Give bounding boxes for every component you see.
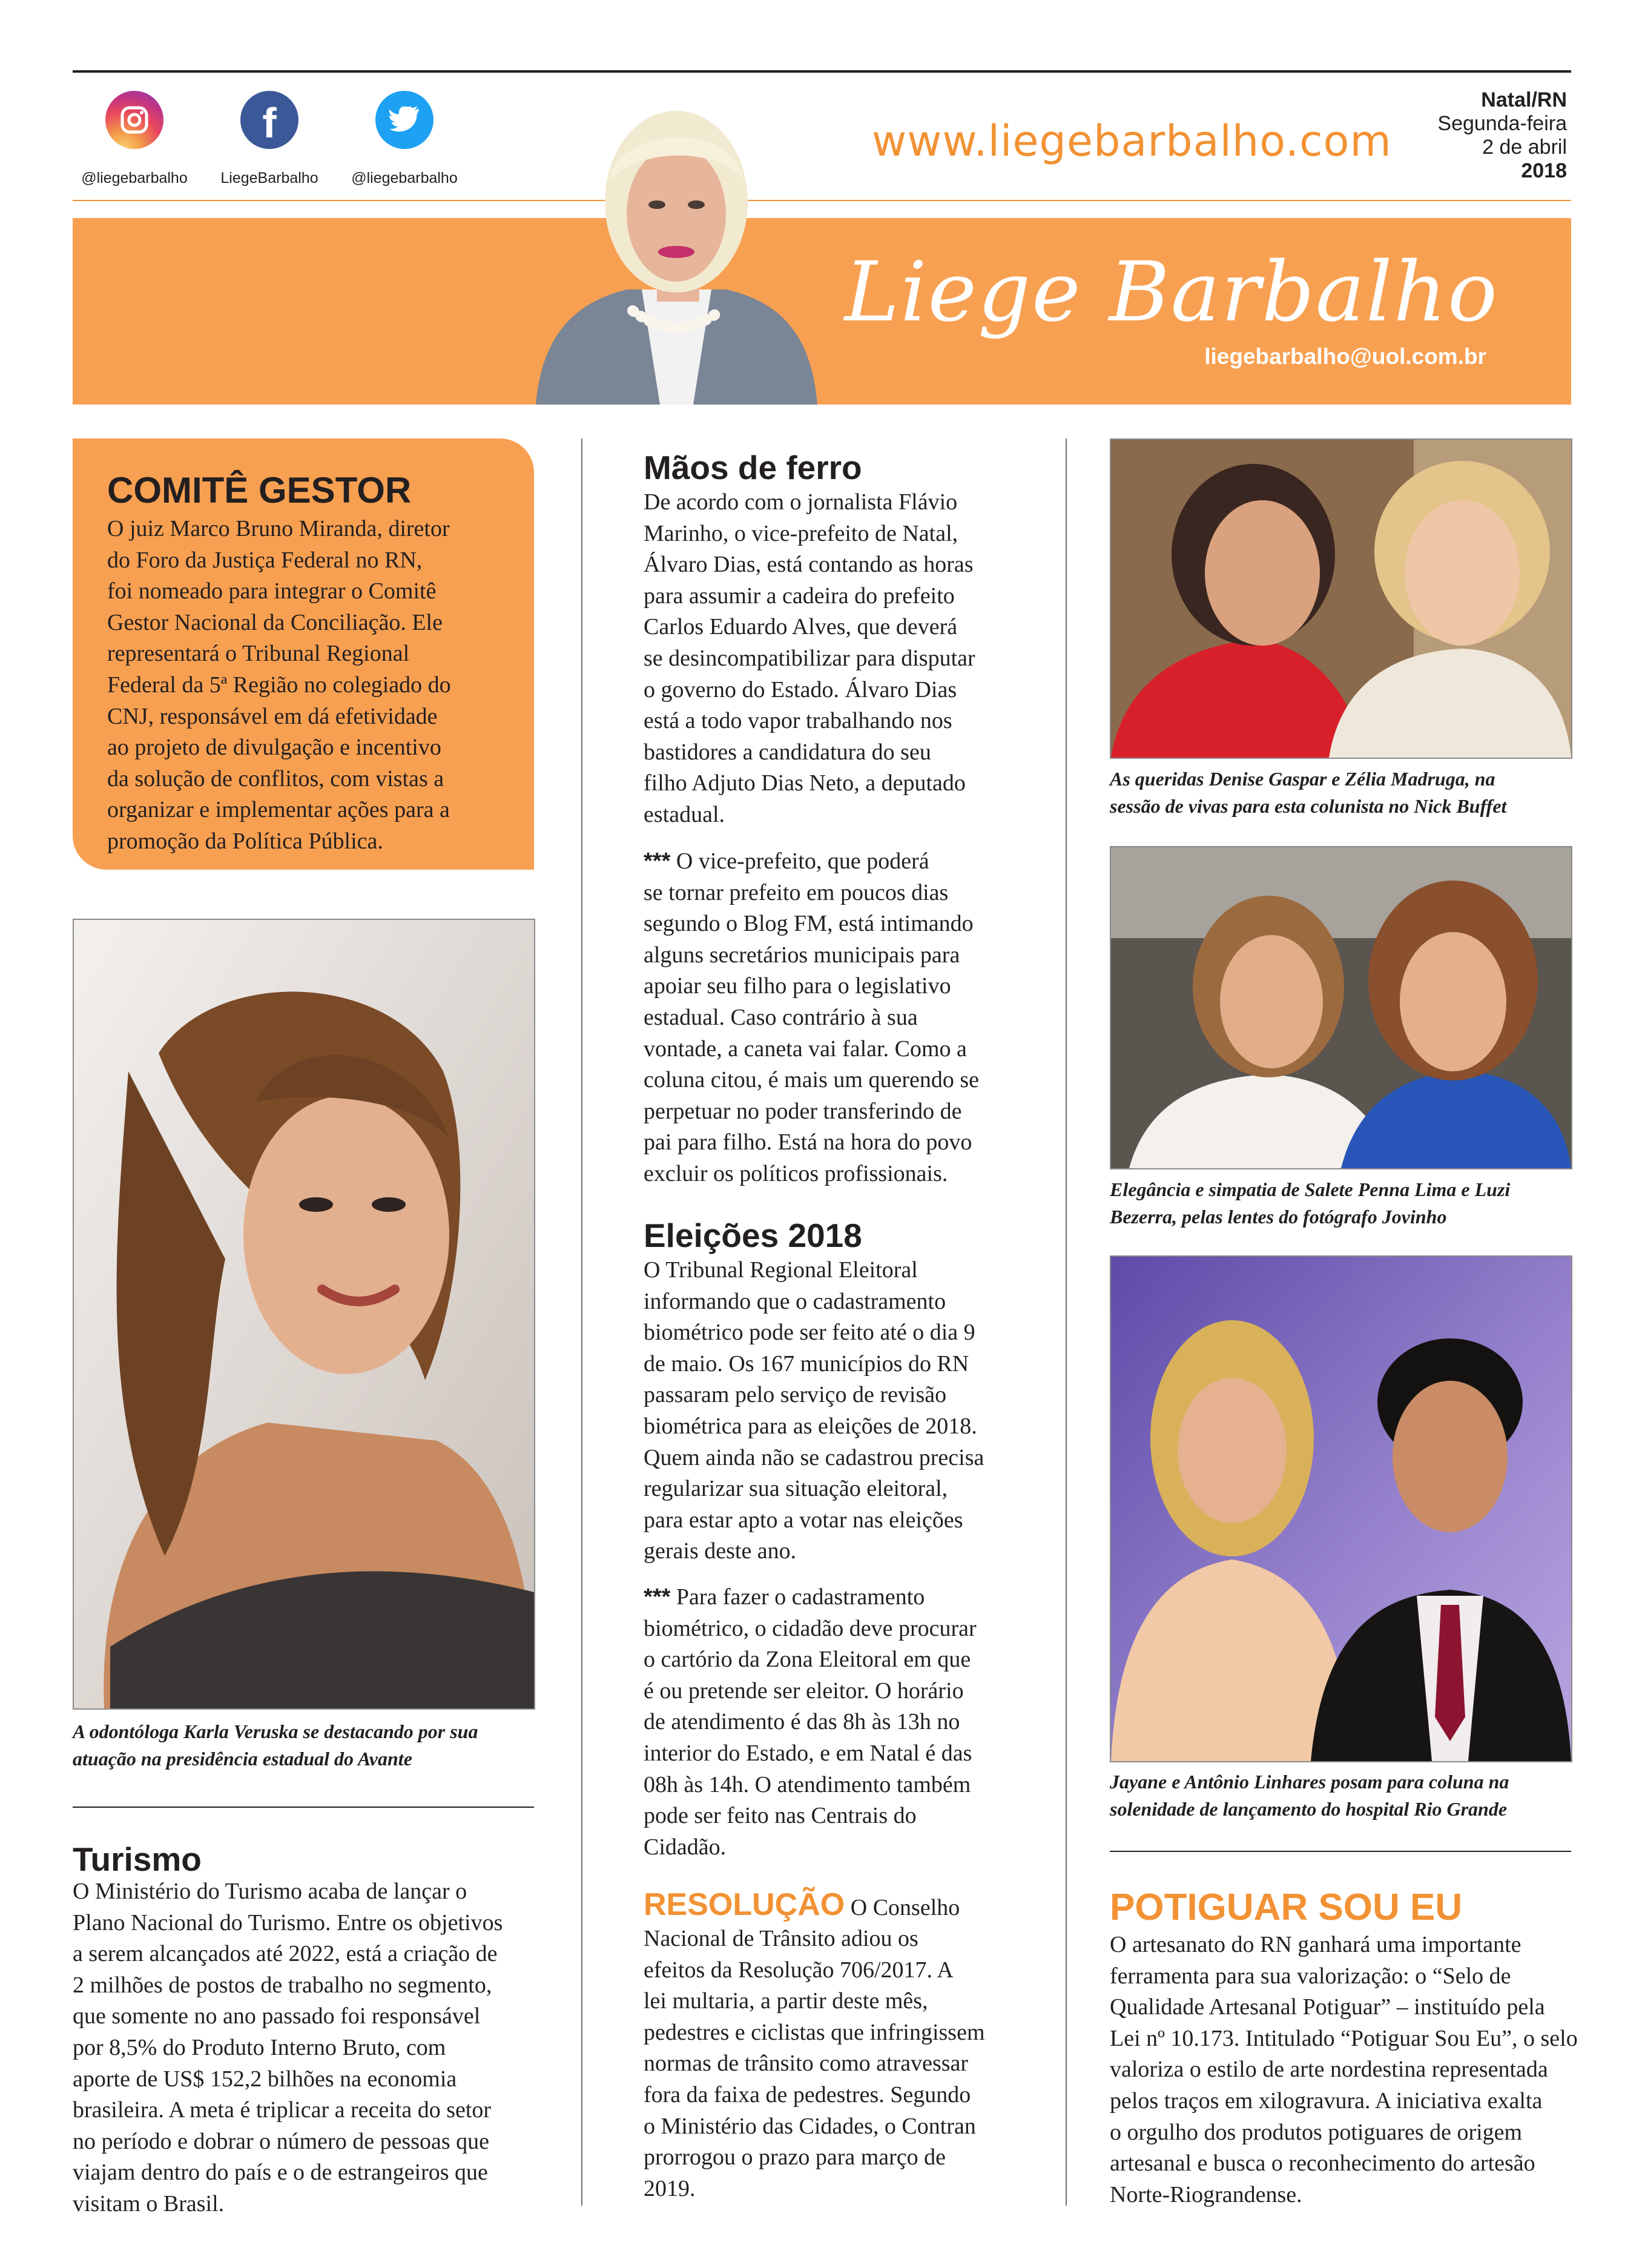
maos-text: De acordo com o jornalista Flávio Marinho, o vice-prefeito de Natal, Álvaro Dias, está contando as horas para assumir a cadeira do prefeito Carlos Eduardo Alves, que deverá se desincompatibilizar para disputar o governo do Estado. Álvaro Dias está a todo vapor trabalhando nos bastidores a candidatura do seu filho Adjuto Dias Neto, a deputado estadual.	[644, 489, 975, 827]
eleicoes-stars: ***	[644, 1584, 671, 1610]
potiguar-text: O artesanato do RN ganhará uma importante ferramenta para sua valorização: o “Selo de Qualidade Artesanal Potiguar” – instituído pela Lei nº 10.173. Intitulado “Potiguar Sou Eu”, o selo valoriza o estilo de arte nordestina representada pelos traços em xilogravura. A iniciativa exalta o orgulho dos produtos potiguares de origem artesanal e busca o reconhecimento do artesão Norte-Riograndense.	[1110, 1932, 1578, 2207]
eleicoes-text-2	[644, 1582, 1055, 1863]
eleicoes-title: Eleições 2018	[644, 1217, 862, 1254]
maos-stars: ***	[644, 848, 671, 874]
dateline	[1437, 88, 1567, 183]
jayane-caption: Jayane e Antônio Linhares posam para coluna na solenidade de lançamento do hospital Rio Grande	[1110, 1771, 1509, 1820]
twitter-icon[interactable]	[375, 91, 434, 149]
columnist-portrait	[512, 78, 842, 405]
twitter-link[interactable]	[344, 91, 465, 187]
salete-caption: Elegância e simpatia de Salete Penna Lima e Luzi Bezerra, pelas lentes do fotógrafo Jovinho	[1110, 1179, 1511, 1228]
karla-caption: A odontóloga Karla Veruska se destacando por sua atuação na presidência estadual do Avante	[73, 1721, 478, 1770]
denise-zelia-photo	[1110, 438, 1572, 759]
eleicoes-text: O Tribunal Regional Eleitoral informando que o cadastramento biométrico pode ser feito até o dia 9 de maio. Os 167 municípios do RN passaram pelo serviço de revisão biométrica para as eleições de 2018. Quem ainda não se cadastrou precisa regularizar sua situação eleitoral, para estar apto a votar nas eleições gerais deste ano.	[644, 1257, 984, 1564]
column-rule-right	[1066, 438, 1067, 2206]
turismo-text: O Ministério do Turismo acaba de lançar o Plano Nacional do Turismo. Entre os objetivos a serem alcançados até 2022, está a criação de 2 milhões de postos de trabalho no segmento, que somente no ano passado foi responsável por 8,5% do Produto Interno Bruto, com aporte de US$ 152,2 bilhões na economia brasileira. A meta é triplicar a receita do setor no período e dobrar o número de pessoas que viajam dentro do país e o de estrangeiros que visitam o Brasil.	[73, 1879, 503, 2217]
weekday: Segunda-feira	[1437, 112, 1567, 135]
twitter-handle: @liegebarbalho	[351, 170, 458, 187]
facebook-link[interactable]	[209, 91, 330, 187]
city: Natal/RN	[1481, 88, 1567, 111]
comite-title: COMITÊ GESTOR	[107, 470, 412, 511]
maos-text-2	[644, 846, 1055, 1190]
turismo-title: Turismo	[73, 1840, 202, 1878]
instagram-icon[interactable]	[105, 91, 163, 149]
resolucao-kicker: RESOLUÇÃO	[644, 1887, 845, 1922]
columnist-name: Liege Barbalho	[844, 245, 1498, 340]
karla-photo	[73, 919, 535, 1710]
facebook-icon[interactable]: f	[240, 91, 298, 149]
year: 2018	[1521, 159, 1567, 182]
instagram-handle: @liegebarbalho	[81, 170, 188, 187]
left-divider	[73, 1807, 534, 1808]
date: 2 de abril	[1482, 136, 1567, 159]
jayane-antonio-photo	[1110, 1255, 1572, 1762]
site-url[interactable]: www.liegebarbalho.com	[872, 116, 1392, 166]
resolucao-text-first: O Conselho	[845, 1895, 960, 1920]
denise-caption: As queridas Denise Gaspar e Zélia Madruga, na sessão de vivas para esta colunista no Nick Buffet	[1110, 768, 1507, 817]
maos-text2: O vice-prefeito, que poderá se tornar prefeito em poucos dias segundo o Blog FM, está intimando alguns secretários municipais para apoiar seu filho para o legislativo estadual. Caso contrário à sua vontade, a caneta vai falar. Como a coluna citou, é mais um querendo se perpetuar no poder transferindo de pai para filho. Está na hora do povo excluir os políticos profissionais.	[644, 848, 980, 1186]
top-rule	[73, 70, 1571, 73]
salete-luzi-photo	[1110, 846, 1572, 1169]
columnist-email[interactable]: liegebarbalho@uol.com.br	[1204, 344, 1486, 369]
resolucao-text: Nacional de Trânsito adiou os efeitos da Resolução 706/2017. A lei multaria, a partir deste mês, pedestres e ciclistas que infringissem normas de trânsito como atravessar fora da faixa de pedestres. Segundo o Ministério das Cidades, o Contran prorrogou o prazo para março de 2019.	[644, 1926, 985, 2201]
facebook-handle: LiegeBarbalho	[220, 170, 318, 187]
eleicoes-text2: Para fazer o cadastramento biométrico, o cidadão deve procurar o cartório da Zona Eleitoral em que é ou pretende ser eleitor. O horário de atendimento é das 8h às 13h no interior do Estado, e em Natal é das 08h às 14h. O atendimento também pode ser feito nas Centrais do Cidadão.	[644, 1584, 977, 1860]
instagram-link[interactable]	[74, 91, 195, 187]
right-divider	[1110, 1851, 1571, 1852]
comite-text: O juiz Marco Bruno Miranda, diretor do Foro da Justiça Federal no RN, foi nomeado para integrar o Comitê Gestor Nacional da Conciliação. Ele representará o Tribunal Regional Federal da 5ª Região no colegiado do CNJ, responsável em dá efetividade ao projeto de divulgação e incentivo da solução de conflitos, com vistas a organizar e implementar ações para a promoção da Política Pública.	[107, 516, 451, 854]
maos-title: Mãos de ferro	[644, 449, 862, 486]
potiguar-title: POTIGUAR SOU EU	[1110, 1886, 1463, 1928]
resolucao-block	[644, 1889, 1055, 1924]
column-rule-left	[581, 438, 582, 2206]
